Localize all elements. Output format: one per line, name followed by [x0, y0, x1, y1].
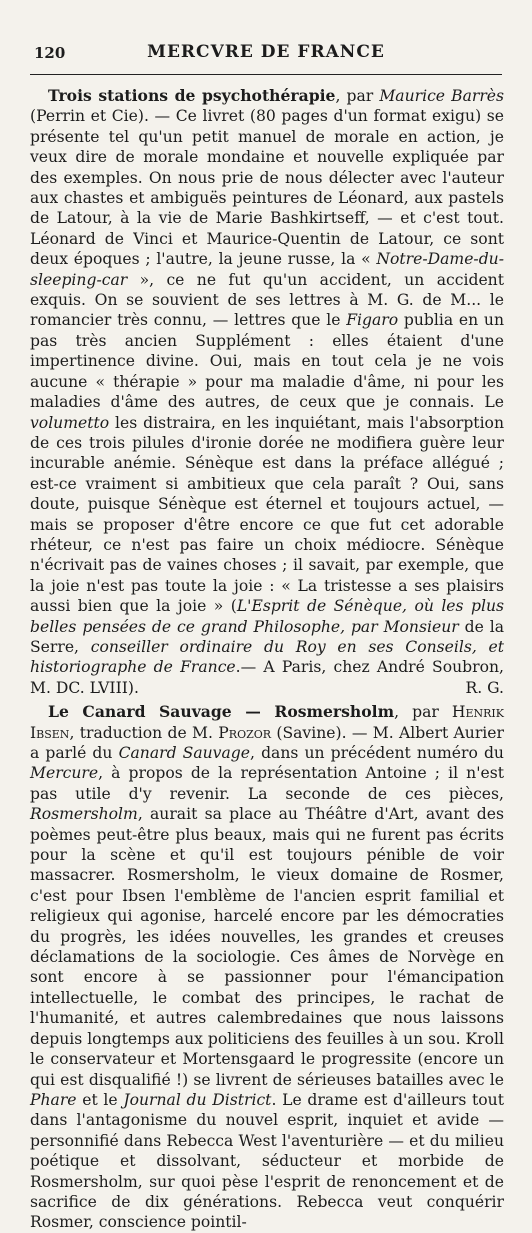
review-italic: Phare	[30, 1090, 77, 1109]
review-text: , aurait sa place au Théâtre d'Art, avant des poèmes peut-être plus beaux, mais qui ne furent pas écrits pour la scène et qu'il est toujours pénible de voir massacrer. Rosmersholm, le vieux domaine de Rosmer, c'est pour Ibsen l'emblème de l'ancien esprit familial et religieux qui agonise, harcelé encore par les démocraties du progrès, les idées nouvelles, les grandes et creuses déclamations de la sociologie. Ces âmes de Norvège en sont encore à se passionner pour l'émancipation intellectuelle, le combat des principes, le rachat de l'humanité, et autres calembredaines que nous laissons depuis longtemps aux politiciens des feuilles à un sou. Kroll le conservateur et Mortensgaard le progressite (encore un qui est disqualifié !) se livrent de sérieuses batailles avec le	[30, 805, 504, 1089]
review-text: (Perrin et Cie). — Ce livret (80 pages d'un format exigu) se présente tel qu'un petit manuel de morale en action, je veux dire de morale mondaine et nouvelle expliquée par des exemples. On nous prie de nous délecter avec l'auteur aux chastes et ambiguës peintures de Léonard, aux pastels de Latour, à la vie de Marie Bashkirtseff, — et c'est tout. Léonard de Vinci et Maurice-Quentin de Latour, ce sont deux époques ; l'autre, la jeune russe, la «	[30, 107, 504, 269]
review-italic: volumetto	[30, 413, 110, 432]
page-number: 120	[34, 44, 66, 62]
review-italic: Notre-Dame-du-sleeping-car	[30, 250, 504, 289]
review-italic: Figaro	[346, 311, 399, 330]
review-by: , par	[335, 87, 380, 105]
review-italic: Mercure	[30, 764, 99, 783]
review-signature: R. G.	[465, 678, 504, 697]
page-header	[30, 42, 502, 64]
review-ibsen	[30, 702, 504, 1233]
review-text: .— A Paris, chez André Soubron, M. DC. LVIII).	[30, 658, 504, 697]
review-author: Henrik Ibsen	[30, 703, 504, 742]
review-text: , traduction de M.	[69, 723, 219, 742]
review-text: », ce ne fut qu'un accident, un accident exquis. On se souvient de ses lettres à M. G. de M... le romancier très connu, — lettres que le	[30, 270, 504, 330]
review-text: publia en un pas très ancien Supplément : elles étaient d'une impertinence divine. Oui, mais en tout cela je ne vois aucune « thérapie » pour ma maladie d'âme, ni pour les maladies d'âme des autres, de ceux que je connais. Le	[30, 311, 504, 412]
running-title: MERCVRE DE FRANCE	[147, 42, 385, 62]
review-text: . Le drame est d'ailleurs tout dans l'antagonisme du nouvel esprit, inquiet et avide — personnifié dans Rebecca West l'aventurière — et du milieu poétique et dissolvant, séducteur et morbide de Rosmersholm, sur quoi pèse l'esprit de renoncement et de sacrifice de dix générations. Rebecca veut conquérir Rosmer, conscience pointil-	[30, 1090, 504, 1232]
review-text: , à propos de la représentation Antoine ; il n'est pas utile d'y revenir. La seconde de ces pièces,	[30, 764, 504, 803]
review-text: , dans un précédent numéro du	[250, 744, 504, 762]
review-text: et le	[76, 1090, 124, 1109]
review-translator: Prozor	[218, 723, 272, 742]
review-barres	[30, 86, 504, 698]
review-italic: Canard Sauvage	[118, 744, 251, 762]
article-body	[30, 86, 504, 1233]
review-italic: Journal du District	[123, 1090, 272, 1109]
review-title: Le Canard Sauvage — Rosmersholm	[48, 702, 395, 722]
review-text: (Savine). — M. Albert Aurier a parlé du	[30, 723, 504, 762]
review-text: les distraira, en les inquiétant, mais l'absorption de ces trois pilules d'ironie dorée ne modifiera guère leur incurable anémie. Sénèque est dans la préface allégué ; est-ce vraiment si ambitieux que cela paraît ? Oui, sans doute, puisque Sénèque est éternel et toujours actuel, — mais se proposer d'être encore ce que fut cet adorable rhéteur, ce n'est pas faire un choix médiocre. Sénèque n'écrivait pas de vaines choses ; il savait, par exemple, que la joie n'est pas toute la joie : « La tristesse a ses plaisirs aussi bien que la joie » (	[30, 413, 504, 616]
review-italic: L'Esprit de Sénèque, où les plus belles pensées de ce grand Philosophe, par Monsieur	[30, 597, 504, 636]
header-rule	[30, 74, 502, 75]
review-by: , par	[394, 703, 452, 722]
review-italic: conseiller ordinaire du Roy en ses Conseils, et historiographe de France	[30, 637, 504, 677]
review-title: Trois stations de psychothérapie	[48, 86, 336, 105]
review-text: de la Serre,	[30, 617, 504, 656]
review-italic: Rosmersholm	[30, 805, 138, 824]
review-author: Maurice Barrès	[379, 87, 505, 105]
